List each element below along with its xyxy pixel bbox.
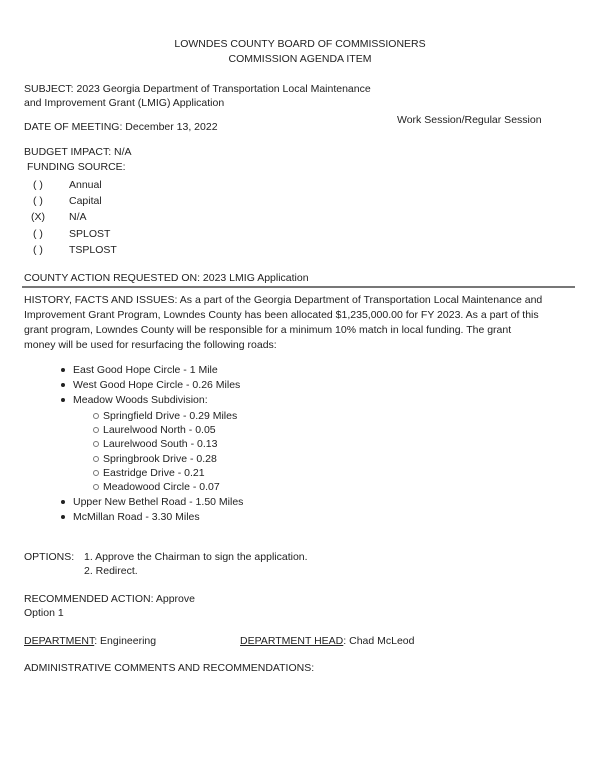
history-line: grant program, Lowndes County will be responsible for a minimum 10% match in local funding. The grant: [24, 324, 512, 336]
circle-bullet-icon: [93, 441, 99, 447]
budget-impact: BUDGET IMPACT: N/A: [24, 146, 132, 158]
funding-label: Annual: [69, 179, 102, 191]
bullet-icon: [61, 398, 65, 402]
circle-bullet-icon: [93, 484, 99, 490]
circle-bullet-icon: [93, 456, 99, 462]
circle-bullet-icon: [93, 470, 99, 476]
subject-line-1: SUBJECT: 2023 Georgia Department of Transportation Local Maintenance: [24, 83, 371, 95]
funding-mark: ( ): [33, 228, 43, 240]
funding-mark: ( ): [33, 244, 43, 256]
recommended-option: Option 1: [24, 607, 64, 619]
circle-bullet-icon: [93, 427, 99, 433]
date-of-meeting: DATE OF MEETING: December 13, 2022: [24, 121, 218, 133]
sub-list-item: Springbrook Drive - 0.28: [103, 453, 217, 465]
admin-comments: ADMINISTRATIVE COMMENTS AND RECOMMENDATIONS:: [24, 662, 315, 674]
sub-list-item: Laurelwood South - 0.13: [103, 438, 218, 450]
department: [24, 634, 156, 648]
circle-bullet-icon: [93, 413, 99, 419]
sub-list-item: Eastridge Drive - 0.21: [103, 467, 205, 479]
bullet-icon: [61, 500, 65, 504]
funding-label: SPLOST: [69, 228, 111, 240]
subject-line-2: and Improvement Grant (LMIG) Application: [24, 97, 225, 109]
header-title: LOWNDES COUNTY BOARD OF COMMISSIONERS: [174, 38, 426, 50]
list-item: Upper New Bethel Road - 1.50 Miles: [73, 496, 244, 508]
county-action: COUNTY ACTION REQUESTED ON: 2023 LMIG Application: [24, 272, 309, 284]
sub-list-item: Meadowood Circle - 0.07: [103, 481, 220, 493]
recommended-action: RECOMMENDED ACTION: Approve: [24, 593, 195, 605]
options-label: OPTIONS:: [24, 551, 75, 563]
bullet-icon: [61, 515, 65, 519]
list-item: McMillan Road - 3.30 Miles: [73, 511, 200, 523]
history-line: HISTORY, FACTS AND ISSUES: As a part of the Georgia Department of Transportation Local Maintenance and: [24, 294, 543, 306]
divider: [22, 286, 575, 288]
option-1: 1. Approve the Chairman to sign the application.: [84, 551, 308, 563]
bullet-icon: [61, 368, 65, 372]
funding-mark: (X): [31, 211, 45, 223]
sub-list-item: Laurelwood North - 0.05: [103, 424, 216, 436]
department-head: [240, 634, 415, 648]
funding-mark: ( ): [33, 179, 43, 191]
sub-list-item: Springfield Drive - 0.29 Miles: [103, 410, 238, 422]
funding-label: Capital: [69, 195, 102, 207]
department-head-value: : Chad McLeod: [343, 635, 415, 647]
list-item: Meadow Woods Subdivision:: [73, 394, 208, 406]
list-item: West Good Hope Circle - 0.26 Miles: [73, 379, 241, 391]
history-line: Improvement Grant Program, Lowndes County has been allocated $1,235,000.00 for FY 2023. As a part of this: [24, 309, 539, 321]
funding-source-label: FUNDING SOURCE:: [27, 161, 126, 173]
department-label: DEPARTMENT: [24, 635, 95, 647]
bullet-icon: [61, 383, 65, 387]
header-subtitle: COMMISSION AGENDA ITEM: [228, 53, 372, 65]
funding-label: TSPLOST: [69, 244, 117, 256]
funding-label: N/A: [69, 211, 87, 223]
list-item: East Good Hope Circle - 1 Mile: [73, 364, 218, 376]
history-line: money will be used for resurfacing the following roads:: [24, 339, 277, 351]
department-head-label: DEPARTMENT HEAD: [240, 635, 344, 647]
funding-mark: ( ): [33, 195, 43, 207]
department-value: : Engineering: [94, 635, 157, 647]
session-type: Work Session/Regular Session: [397, 114, 542, 126]
option-2: 2. Redirect.: [84, 565, 138, 577]
